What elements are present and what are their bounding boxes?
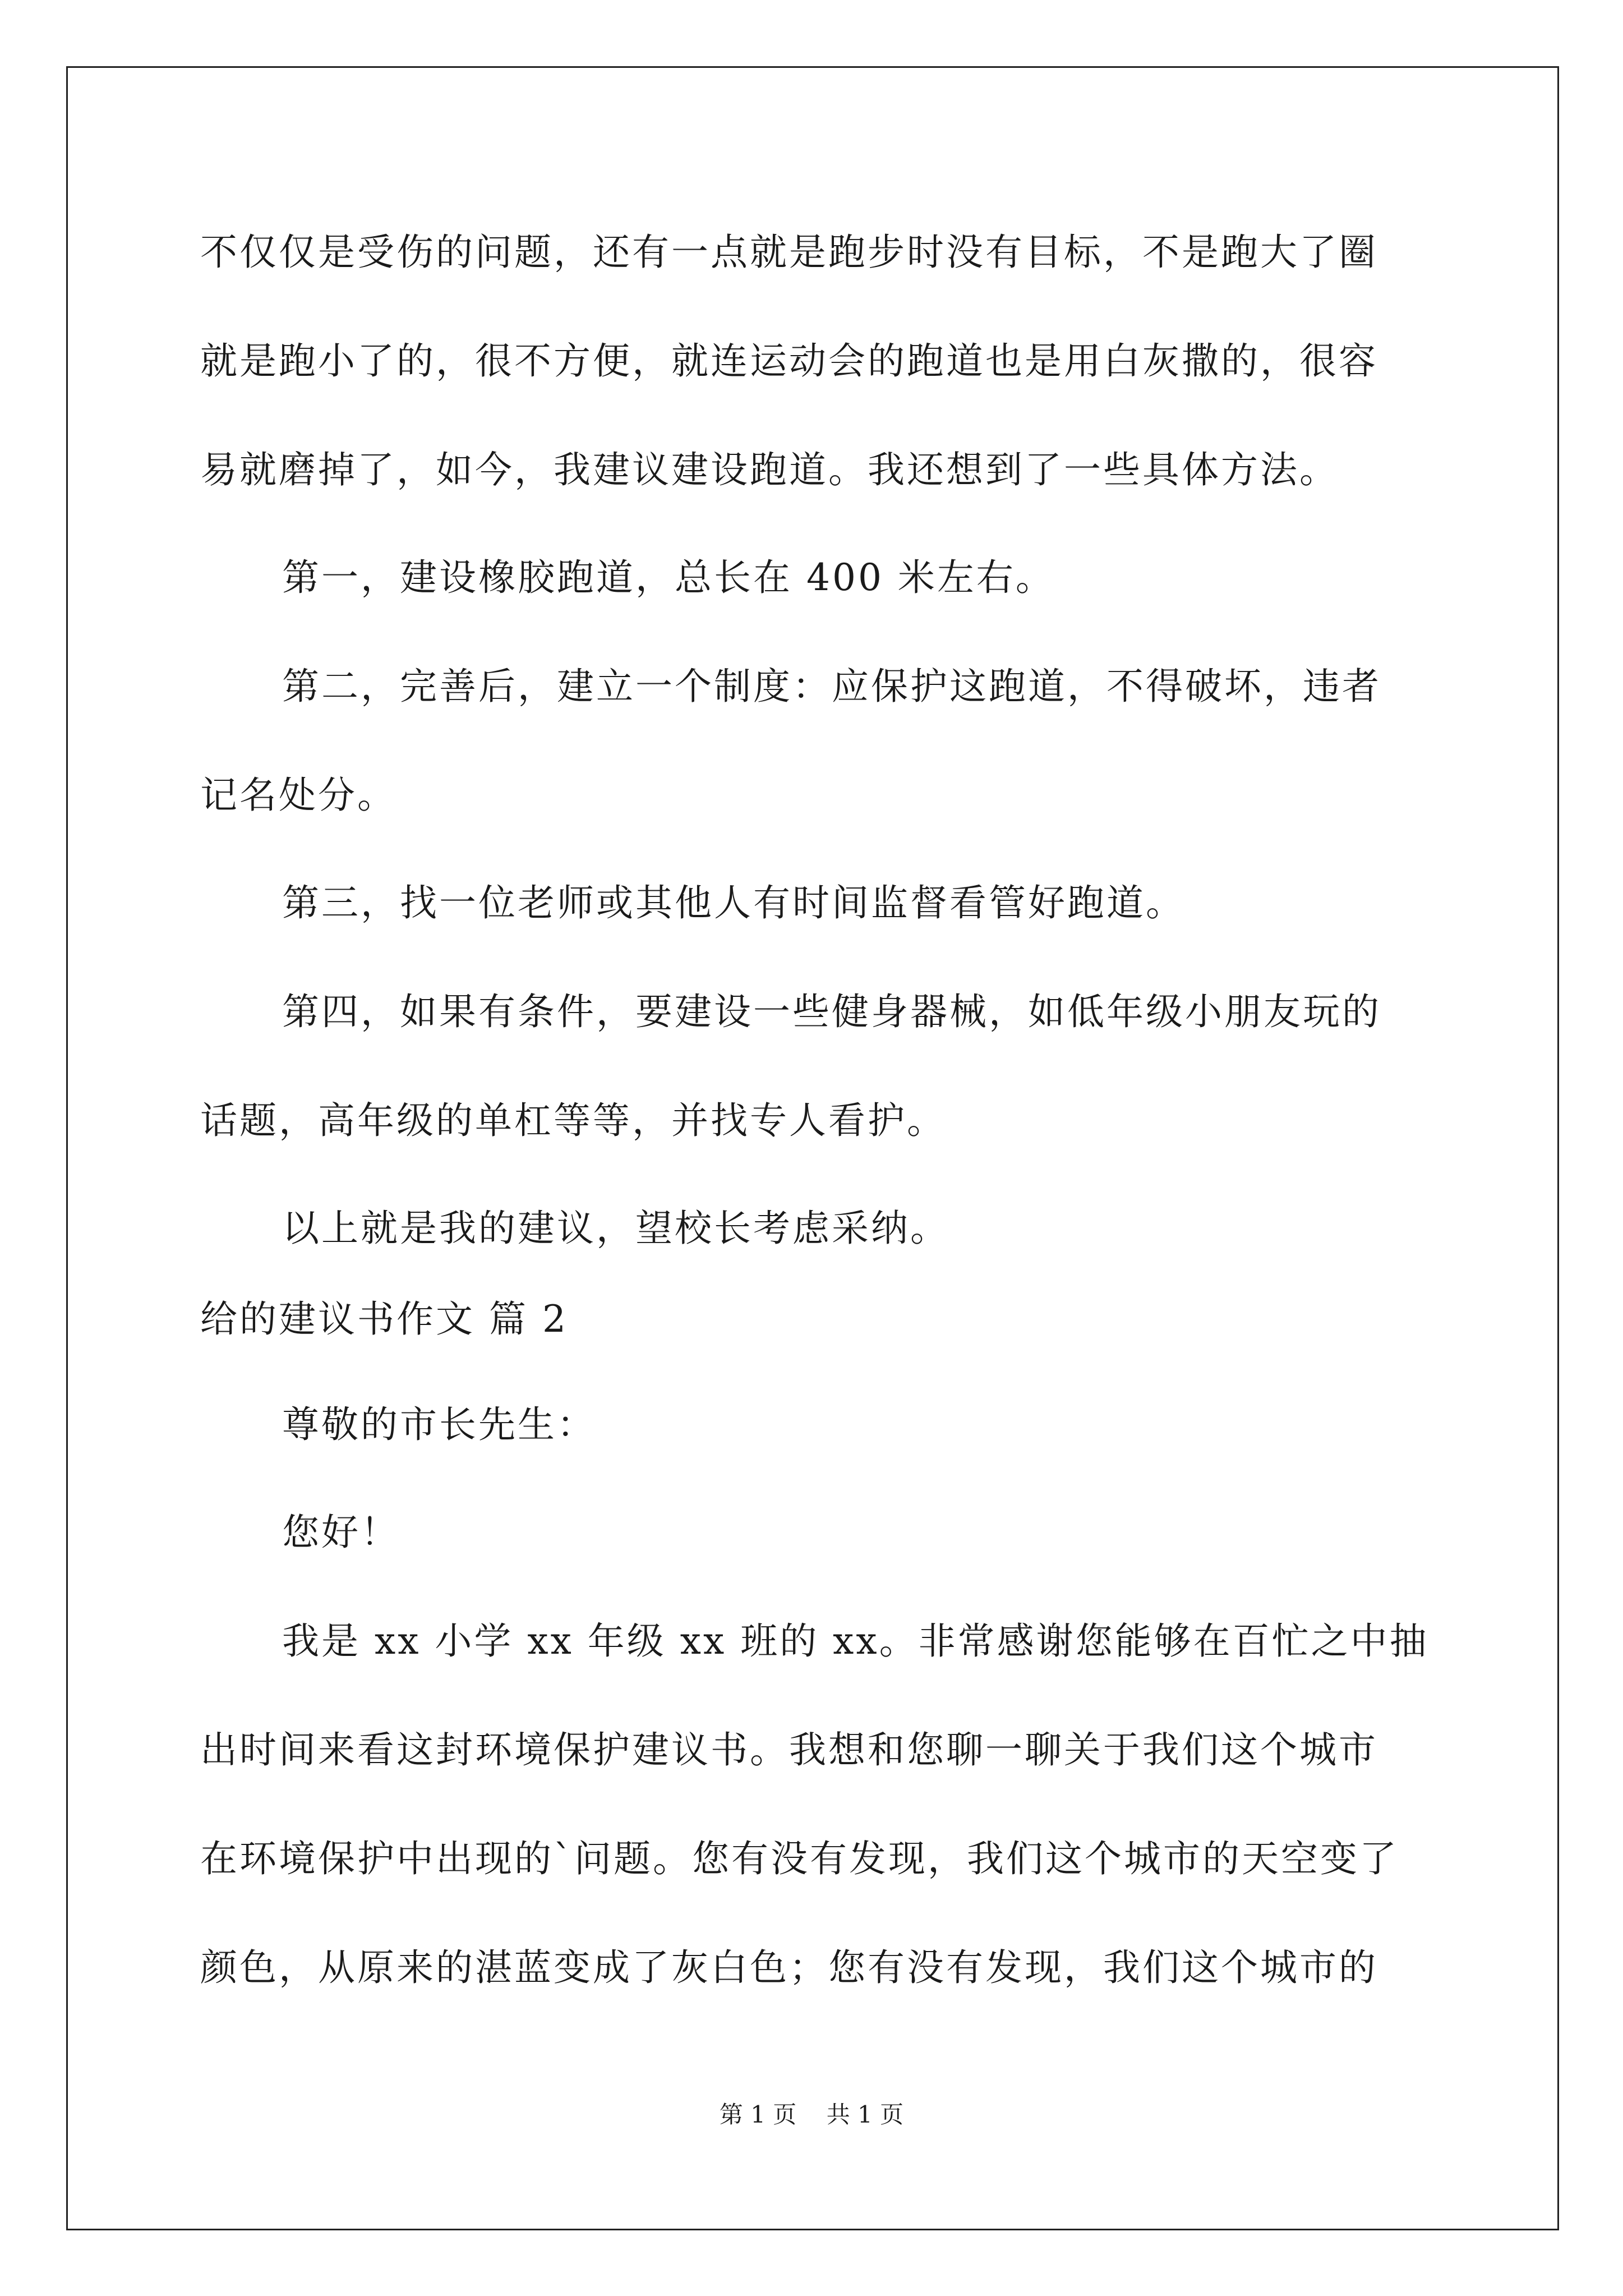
body-line: 出时间来看这封环境保护建议书。我想和您聊一聊关于我们这个城市 xyxy=(200,1728,1378,1772)
page-border xyxy=(66,66,1559,2230)
body-line: 颜色，从原来的湛蓝变成了灰白色；您有没有发现，我们这个城市的 xyxy=(200,1946,1378,1989)
section-heading: 给的建议书作文 篇 2 xyxy=(200,1297,568,1341)
body-line: 以上就是我的建议，望校长考虑采纳。 xyxy=(282,1207,949,1250)
body-line: 第一，建设橡胶跑道，总长在 400 米左右。 xyxy=(282,556,1055,599)
body-line: 话题，高年级的单杠等等，并找专人看护。 xyxy=(200,1099,946,1142)
body-line: 不仅仅是受伤的问题，还有一点就是跑步时没有目标，不是跑大了圈 xyxy=(200,231,1378,274)
body-line: 就是跑小了的，很不方便，就连运动会的跑道也是用白灰撒的，很容 xyxy=(200,339,1378,383)
greeting: 您好！ xyxy=(282,1511,400,1554)
body-line: 我是 xx 小学 xx 年级 xx 班的 xx。非常感谢您能够在百忙之中抽 xyxy=(282,1619,1429,1663)
body-line: 在环境保护中出现的`问题。您有没有发现，我们这个城市的天空变了 xyxy=(200,1837,1399,1880)
body-line: 第四，如果有条件，要建设一些健身器械，如低年级小朋友玩的 xyxy=(282,990,1381,1033)
salutation: 尊敬的市长先生： xyxy=(282,1403,596,1446)
body-line: 第三，找一位老师或其他人有时间监督看管好跑道。 xyxy=(282,881,1185,924)
body-line: 易就磨掉了，如今，我建议建设跑道。我还想到了一些具体方法。 xyxy=(200,448,1339,491)
body-line: 记名处分。 xyxy=(200,774,396,817)
body-line: 第二，完善后，建立一个制度：应保护这跑道，不得破坏，违者 xyxy=(282,665,1381,708)
page-number-footer: 第 1 页 共 1 页 xyxy=(719,2101,904,2128)
